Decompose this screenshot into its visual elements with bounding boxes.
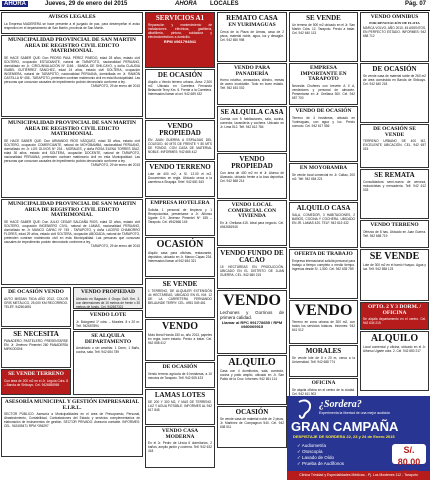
ad-title: EMPRESA IMPORTANTE EN TARAPOTO [300,65,347,82]
promo-footer: Clínica Trinidad y Especialidades Médicas - Pj. Los Mostenes 112 - Tarapoto [287,471,430,480]
ad-body: La Empresa MADERERA se hace presente a el juzgado de paz, para desempeñar el aviso respectivo en el departamento de San Martín, provincia de San Martín. [4,21,140,30]
ad-body: Jr. Bolognesi 1º cdra. – Morales. 8 x 20 m. Telf. 942657894 [76,319,140,328]
ad-body: Cerca de la Plaza de Armas, casa de 2 pisos, material noble, agua, luz y desagüe. Cel. 942 650 998 [220,29,284,42]
promo-date: DESPISTAJE DE SORDERA 22, 23 y 24 de Enero 2015 [293,434,395,439]
ad-body: SE HACE SABER QUE: Don ARMANDO RÍOS VÁSQUEZ, edad 35 años, estado civil SOLTERO, ocupación COMERCIANTE, natural de MOYOBAMBA, nacionalidad PERUANO, domiciliado en Jr. LOS OLIVOS Nº 234 - MORALES, y doña ROSA ELENA TORRES DÍAZ, edad 30 años, estado civil SOLTERA, ocupación DOCENTE, natural de TARAPOTO, nacionalidad PERUANA, pretenden contraer matrimonio civil en esta Municipalidad. Las personas que conozcan causales de impedimento podrán denunciarlo conforme a ley. [4,138,140,163]
ad-subtitle: POR RENOVACIÓN DE FLOTA [369,20,420,25]
lot-sale-ad [360,249,429,301]
ad-footer: TARAPOTO, 29 de enero del 2015 [90,83,140,88]
land-sale-ad [1,369,71,395]
property-sale-ad [217,153,287,199]
ad-title: MUNICIPALIDAD PROVINCIAL DE SAN MARTIN AREA DE REGISTRO CIVIL EDICTO MATRIMONIAL [7,37,137,54]
ad-title: AVISOS LEGALES [48,14,96,20]
consulting-ad [1,397,143,457]
land-rent-ad [145,69,215,119]
ad-body: Cuenta con 5 habitaciones, sala, cocina, comedor, lavandería y cochera. Ubicado en Jr. Lima 512. Telf. 942 612 784 [220,117,284,129]
ad-body: Lote de 400 m2, a S/. 12.00 el m2. Documentos en regla. Ubicado cerca a la carretera a Shapaja. Telef. 942 681 543 [148,172,212,184]
ad-body: Alquilo casa para oficinas, restaurante, depósitos, ubicado en Jr. Manco Cápac 234. Interesados llamar al 942 654 321 [148,251,212,263]
ad-title: OPTO. 2 Y 3 DORM. / OFICINA [367,304,422,316]
ad-body: Se alquila departamento en el centro. Cel. 942 634 215 [363,317,426,325]
land-sale-ad [360,220,429,248]
newspaper-logo: AHORA [4,1,26,7]
ad-body: Amoblado o sin amoblar. 1 Dorm, 1 Baño, cocina, sala. Telf. 942 654 789 [76,346,140,354]
ad-body: Moto lineal Honda 150 cc, año 2013, papeles en regla, buen estado. Precio a tratar. Cel. 942 658 412 [148,333,212,345]
lot-sale-ad [73,310,143,330]
ad-title: DE OCASIÓN [157,71,203,79]
ad-body: Empresa internacional solicita personal para trabajo a tiempo completo o medio tiempo. Ingresos desde S/. 1,500. Cel. 942 635 789 [292,258,355,271]
ad-body: Ubicado en Bagazán 4 Grupo Golf. Km. 3, con dimensiones de 10 metros de frente x 30 metros de fondo. Cel. 942657321 [76,296,140,309]
ad-body: Se vende local comercial en Jr. Callao, 200 m2. Telf. 942 654 221 [292,172,355,181]
ad-body: Solicita 1 personal de limpieza y 1 Recepcionista, presentarse a Jr. Alfonso Ugarte C.V. Jiménez Pimentel Nº 155 – Tarapoto. Cel. #942666 145 [148,207,212,224]
ad-body: DE 200 Y 300 M2, Y MAS DE TERRENO. LUZ Y AGUA POTABLE. INFORMES AL 942 617 845 [148,400,212,412]
motorcycle-sale-ad [145,319,215,361]
ad-title: SE VENDE TERRENO [8,371,64,377]
column-4 [288,11,359,396]
ad-title: VENDO FUNDO DE CACAO [220,249,284,264]
ad-title: SERVICIOS A1 [155,14,205,22]
ad-body: EN JUAN GUERRA A ESPALDAS DEL COLEGIO, 60 MTS DE FRENTE Y 80 MTS DE FONDO, CON CASA DE MATERIAL NOBLE. INFORMES: 942 665 412 [148,138,212,154]
list-item: ✓ Otoscopía [297,449,323,454]
ad-title: SE VENDE [369,251,420,262]
ad-title: DE OCASIÓN [162,364,198,370]
services-ad [145,12,215,68]
house-sale-ad [360,63,429,123]
land-sale-ad [145,278,215,318]
house-rent-ad [217,355,287,405]
land-sale-ad [360,124,429,168]
ad-title: VENDO [161,321,199,332]
commercial-space-ad [289,163,358,201]
ad-title: SE VENDE [306,14,341,22]
price-value: S/. 80.00 [397,445,421,467]
land-sale-ad [289,12,358,62]
farm-sale-ad [145,362,215,388]
legal-notice-ad [1,12,143,34]
ad-title: SE VENDE [162,280,198,288]
promo-price [392,444,426,467]
ad-title: VENDO PROPIEDAD [81,289,135,295]
column-3 [216,11,288,480]
bus-sale-ad [360,12,429,62]
ad-body: AUTO MISSAN TIIDA AÑO 2012, COLOR GRIS METÁLICO, 25,000 KM RECORRIDO. TELÉF. 942504891 [4,296,68,309]
ad-title: SE ALQUILA DEPARTAMENTO [84,333,132,345]
commercial-rent-ad [360,331,429,391]
house-auction-ad [217,12,287,62]
ad-title: SE NECESITA [13,330,59,338]
ad-title: DE OCASIÓN VENDO [8,289,64,295]
ad-title: ALQUILO CASA [296,204,351,212]
office-rent-ad [289,378,358,396]
marriage-edict-ad [1,199,143,285]
ad-title: VENDO [223,292,281,309]
commercial-space-ad [217,200,287,246]
job-offer-ad [289,249,358,299]
ad-body: En Jr. Orellana 415. Ideal para negocio. Cel. #942681945 [220,220,284,229]
ear-icon [291,398,317,420]
ad-title: VENDO PROPIEDAD [231,155,273,170]
list-item: ✓ Audiometría [297,443,327,448]
ad-title: OCASIÓN [156,239,204,250]
ad-title: MUNICIPALIDAD PROVINCIAL DE SAN MARTIN AREA DE REGISTRO CIVIL EDICTO MATRIMONIAL [7,120,137,137]
ad-body: Se vende lote de 8 x 20 m, cerca a la Universidad. Telf. 942 688 774 [292,356,355,364]
promo-headline: GRAN CAMPAÑA [291,419,399,434]
bakery-equipment-ad [217,63,287,105]
ad-title: OFERTA DE TRABAJO [294,251,353,257]
cacao-farm-ad [217,247,287,289]
ad-phone: Llamar al RPC 991778655 / RPM #980069915 [221,320,283,329]
ad-body: PANADERO, PASTELERO, PRESENTARSE EN: Jr. Jiménez Pimentel 260 PANADERÍA MIRKODONI [4,339,68,351]
ad-title: VENDO OMNIBUS [370,14,419,20]
ad-body: Con área de 200 m2 en el Jr. Leguía Cdra. 8 – Banda de Shilcayo. Cel. 9426588965 [4,378,68,387]
ad-title: VENDO [294,302,353,319]
ad-title: EN MOYOBAMBA [299,165,348,171]
header-date: Jueves, 29 de enero del 2015 [45,1,128,7]
ad-body: Se vende casa de material noble de 260 m2 de área construida en Banda de Shilcayo. Cel. 942 640 218 [363,74,426,86]
ad-body: Vendo terreno agrícola de 6 hectáreas, a 10 minutos de Tarapoto. Telf. 942 605 423 [148,371,212,380]
page-header [0,0,430,11]
ad-title: ALQUILO [370,333,419,344]
ad-title: VENDO TERRENO [370,222,419,228]
livestock-sale-ad [217,290,287,354]
ad-body: TERRENO URBANO DE 400 M2, EXCELENTE UBICACIÓN. CEL. 942 657 015 [363,139,426,151]
ad-title: DE OCASIÓN SE VENDE [373,126,416,138]
ad-title: OFICINA [311,380,336,386]
hiring-ad [289,63,358,105]
ad-body: SE HACE SABER QUE: Don JULIO CESAR SALDAÑA RIOS, edad 32 años, estado civil SOLTERO, ocupación INGENIERO CIVIL, natural de LAMAS, nacionalidad PERUANO, domiciliado en Jr. MANCO CAPAC Nº 745 - TARAPOTO, y doña LUCERO CHAMORRO FLORES, edad 29 años, estado civil SOLTERA, ocupación ABOGADA, natural de TARAPOTO, pretenden contraer matrimonio civil en esta Municipalidad. Las personas que conozcan causales de impedimento podrán denunciarlo conforme a ley. [4,219,140,244]
ad-title: VENDO PROPIEDAD [159,122,201,137]
ad-body: Lote de 300 m2 en el barrio Huayco. Agua y luz. Telf. 942 658 123 [363,263,426,271]
ad-title: VENDO PARA PANADERÍA [233,65,271,77]
apartment-rent-ad [360,302,429,330]
ad-title: VENDO CASA MODERNA [161,428,199,440]
land-sale-ad [289,300,358,344]
ad-title: OCASIÓN [235,408,269,416]
auction-ad [360,169,429,219]
header-section: LOCALES [210,1,239,7]
land-sale-ad [289,106,358,162]
ad-title: SE ALQUILA CASA [220,108,284,116]
ad-title: MUNICIPALIDAD PROVINCIAL DE SAN MARTIN AREA DE REGISTRO CIVIL EDICTO MATRIMONIAL [7,201,137,218]
apartment-rent-ad [73,331,143,395]
ad-title: LAMAS LOTES [154,391,206,399]
ad-title: VENDO DE OCASIÓN [295,108,352,114]
marriage-edict-ad [1,35,143,117]
promo-subtitle: Experimenta la libertad de una mejor audición [319,411,391,415]
ad-title: REMATO CASA [226,14,278,22]
ad-body: SALA, COMEDOR, 3 HABITACIONES, 2 BAÑOS, COCINA Y COCHERA. UBICADO EN JR. LAMAS 420. TELF. 942 615 432 [292,213,355,225]
ad-body: SECTOR PÚBLICO: Asesoría a Municipalidades en el área de Presupuesto, Personal, Abastecimiento, Contabilidad, Contrataciones del Estado y servicios complementarios de elaboración de instrumentos de gestión. SECTOR PRIVADO: Asesoría contable. INFORMES: CEL. 942455471 RPM *396297 [4,412,140,428]
hearing-clinic-promo [287,396,430,480]
ad-body: Ofrezco de 8 has. Ubicado en Juan Guerra. Telf. 942 658 719 [363,229,426,238]
list-item: ✓ Lavado de Oído [297,455,335,460]
ad-title: DE OCASIÓN [372,65,417,73]
lots-sale-ad [145,389,215,425]
ad-title: EMPRESA HOTELERA [150,200,210,206]
ad-phone: RPM #961794941 [163,39,197,44]
ad-title: MORALES [305,347,342,355]
hiring-ad [1,328,71,368]
ad-body: SE HACE SABER QUE: Don PEDRO PAUL PÉREZ PINEDO, edad 28 años, estado civil SOLTERO, ocupación ESTUDIANTE, natural de TARAPOTO, nacionalidad PERUANO, domiciliado en Jr. CIRCUNVALACIÓN Nº 1166 - BANDA DE SHILCAYO, y doña CLAUDIA ISABEL GUTIÉRREZ SÁNCHEZ, edad 24 años, estado civil SOLTERA, ocupación INGENIERA, natural de TARAPOTO, nacionalidad PERUANA, domiciliada en Jr. RAMÓN CASTILLA Nº 456 - TARAPOTO, pretenden contraer matrimonio civil en esta Municipalidad. Las personas que conozcan causales de impedimento podrán denunciarlo conforme a ley. [4,55,140,84]
ad-subtitle: EN YURIMAGUAS [228,22,276,28]
ad-body: Necesita Choferes con brevete A II A, vendedores y personal de almacén. Presentarse en Jr. Orellana 300. Cel. 942 657 700 [292,83,355,100]
property-sale-ad [73,287,143,309]
ad-body: Con área de 400 m2 en el Jr. Alonso de Alvarado, ubicado frente a la losa deportiva. Cel. 942 668 214 [220,171,284,183]
ad-title: SE REMATA [374,171,415,179]
ad-body: Local comercial y oficina, ubicado en el Jr. Alfonso Ugarte cdra. 2. Cel. 942 650 217 [363,345,426,353]
ad-body: Se vende casa de material noble de 2 pisos, Jr. Martínez de Compagnon 540. Cel. 942 638 511 [220,417,284,429]
promo-services-list [297,443,344,467]
ad-body: En el Jr. Pedro de Urzúa 6 dormitorios, 2 baños, amplio jardín y cochera. Telf. 942 632 418 [148,441,212,453]
ad-footer: TARAPOTO, 29 de enero del 2015 [90,162,140,167]
ad-title: ASESORÍA MUNICIPAL Y GESTIÓN EMPRESARIAL E.I.R.L. [4,399,140,411]
ad-footer: TARAPOTO, 29 de enero del 2015 [90,243,140,248]
car-sale-ad [1,287,71,327]
ad-body: Un terreno de 500 m2 ubicado en el Jr. San Martín Cdra. 12, Tarapoto. Precio a tratar. Cel. 942 640 113 [292,23,355,35]
ad-body: Reparación y mantenimiento de instalaciones eléctricas, gasfitería, albañilería, pintura, soldadura y electrodomésticos a domicilio. [148,23,212,39]
hotel-hiring-ad [145,198,215,236]
ad-body: Terreno en zona urbana de 300 m2, con todos los servicios básicos. Informes: 942 641 012 [292,320,355,332]
house-sale-ad [145,426,215,468]
house-rent-ad [145,237,215,277]
ad-body: MARCA VOLVO, AÑO 2010, 45 ASIENTOS, EN PERFECTO ESTADO. INFORMES: 942 658 712 [363,26,426,38]
house-rent-ad [217,106,287,152]
ad-title: ALQUILO [228,357,276,368]
ad-body: Horno rotativo, amasadora, cilindro, mesas de acero inoxidable. Todo en buen estado. Telf. 942 651 002 [220,78,284,90]
house-rent-ad [289,202,358,248]
property-sale-ad [145,120,215,160]
ad-body: 15 HECTÁREAS EN PRODUCCIÓN, UBICADO EN EL DISTRITO DE JUAN GUERRA. CEL. 942 680 215 [220,265,284,277]
ad-title: VENDO LOCAL COMERCIAL CON VIVIENDA [227,202,277,219]
ad-title: VENDO TERRENO [149,163,211,171]
ad-title: VENDO LOTE [89,312,127,318]
ad-body: Casa con 4 dormitorios, sala, comedor, cocina y patio amplio, ubicado en Jr. San Pablo de la Cruz. Informes: 942 651 114 [220,369,284,381]
ad-body: Consolidadora semi-nueva de cerveza, motocicletas y mercadería. Telf. 942 612 033 [363,180,426,192]
ad-body: Terreno de 4 hectáreas, ubicado en Yurimaguas, con agua y luz. Precio cómodo. Cel. 942 617 556 [292,115,355,128]
header-brand: AHORA [175,1,197,7]
header-page: Pág. 07 [405,1,427,7]
land-sale-ad [145,161,215,197]
column-5 [359,11,430,396]
house-sale-ad [217,406,287,448]
list-item: ✓ Prueba de Audífonos [297,461,345,466]
column-1 [0,11,144,480]
marriage-edict-ad [1,118,143,198]
ad-body: Lechones y Gorrinos de primera calidad. [220,310,284,320]
ad-body: Se alquila oficina en el centro de la ciudad. Cel. 942 611 903 [292,387,355,396]
lot-sale-ad [289,345,358,377]
column-2 [144,11,216,480]
promo-title: ¿Sordera? [319,399,362,410]
ad-body: Alquilo o Vendo terreno urbano, Área: 2,300 m2. Ubicado en Carretera Fernando Belaunde Terry Km. 6. Frente a la Carretera. Interesados llamar al cel. 942 689 432 [148,80,212,96]
ad-body: 1 TERRENO, DE ALQUILER EXTENSIÓN 44 HECTÁREAS, UBICADO EN EL KM. 12 DE LA CARRETERA FERNANDO BELAUNDE TERRY. CEL. #951 549 461 [148,289,212,305]
